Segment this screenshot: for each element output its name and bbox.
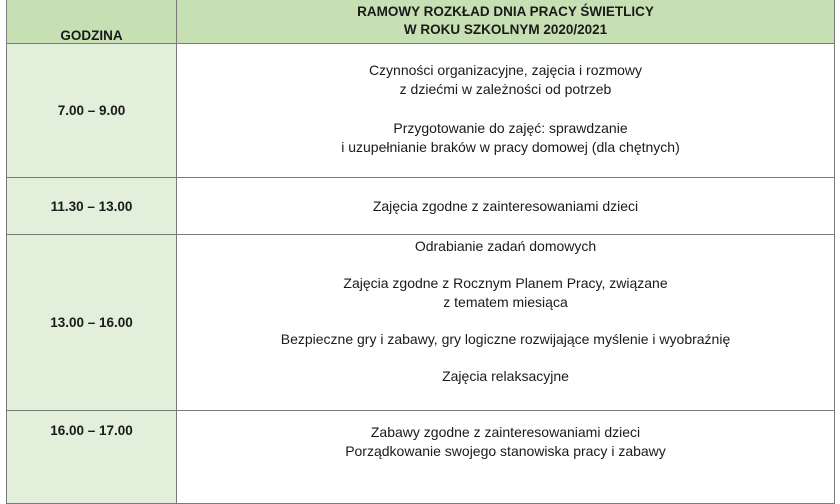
activity-block bbox=[177, 119, 834, 157]
activity-block bbox=[177, 61, 834, 99]
activity-line: Zabawy zgodne z zainteresowaniami dzieci bbox=[370, 424, 641, 440]
header-row bbox=[7, 0, 835, 44]
activity-line: z tematem miesiąca bbox=[443, 294, 568, 310]
activity-block bbox=[177, 274, 834, 312]
schedule-table bbox=[6, 0, 835, 504]
schedule-row bbox=[7, 44, 835, 178]
activity-line: Przygotowanie do zajęć: sprawdzanie bbox=[393, 120, 628, 136]
time-slot: 13.00 – 16.00 bbox=[7, 235, 177, 411]
schedule-title-line: W ROKU SZKOLNYM 2020/2021 bbox=[403, 22, 608, 37]
activity-block bbox=[177, 197, 834, 216]
schedule-row bbox=[7, 235, 835, 411]
time-slot: 16.00 – 17.00 bbox=[7, 411, 177, 504]
activity-block bbox=[177, 330, 834, 349]
schedule-row bbox=[7, 178, 835, 235]
activity-line: Zajęcia relaksacyjne bbox=[442, 368, 569, 384]
time-slot: 7.00 – 9.00 bbox=[7, 44, 177, 178]
time-column-header: GODZINA bbox=[7, 0, 177, 44]
schedule-title bbox=[177, 0, 835, 44]
activity-line: Bezpieczne gry i zabawy, gry logiczne rozwijające myślenie i wyobraźnię bbox=[280, 331, 731, 347]
activity-line: Porządkowanie swojego stanowiska pracy i zabawy bbox=[345, 443, 666, 459]
activity-line: z dziećmi w zależności od potrzeb bbox=[399, 81, 612, 97]
activity-block bbox=[177, 423, 834, 461]
activity-block bbox=[177, 367, 834, 386]
activity-line: Czynności organizacyjne, zajęcia i rozmowy bbox=[368, 62, 643, 78]
time-slot: 11.30 – 13.00 bbox=[7, 178, 177, 235]
activity-line: Odrabianie zadań domowych bbox=[414, 238, 597, 254]
activities-cell bbox=[177, 235, 835, 411]
activities-cell bbox=[177, 44, 835, 178]
schedule-title-line: RAMOWY ROZKŁAD DNIA PRACY ŚWIETLICY bbox=[357, 4, 654, 19]
activity-line: Zajęcia zgodne z zainteresowaniami dzieci bbox=[372, 197, 639, 214]
activity-line: Zajęcia zgodne z Rocznym Planem Pracy, związane bbox=[343, 275, 668, 291]
schedule-row bbox=[7, 411, 835, 504]
activities-cell bbox=[177, 178, 835, 235]
activity-block bbox=[177, 237, 834, 256]
activities-cell bbox=[177, 411, 835, 504]
activity-line: i uzupełnianie braków w pracy domowej (dla chętnych) bbox=[341, 139, 680, 155]
